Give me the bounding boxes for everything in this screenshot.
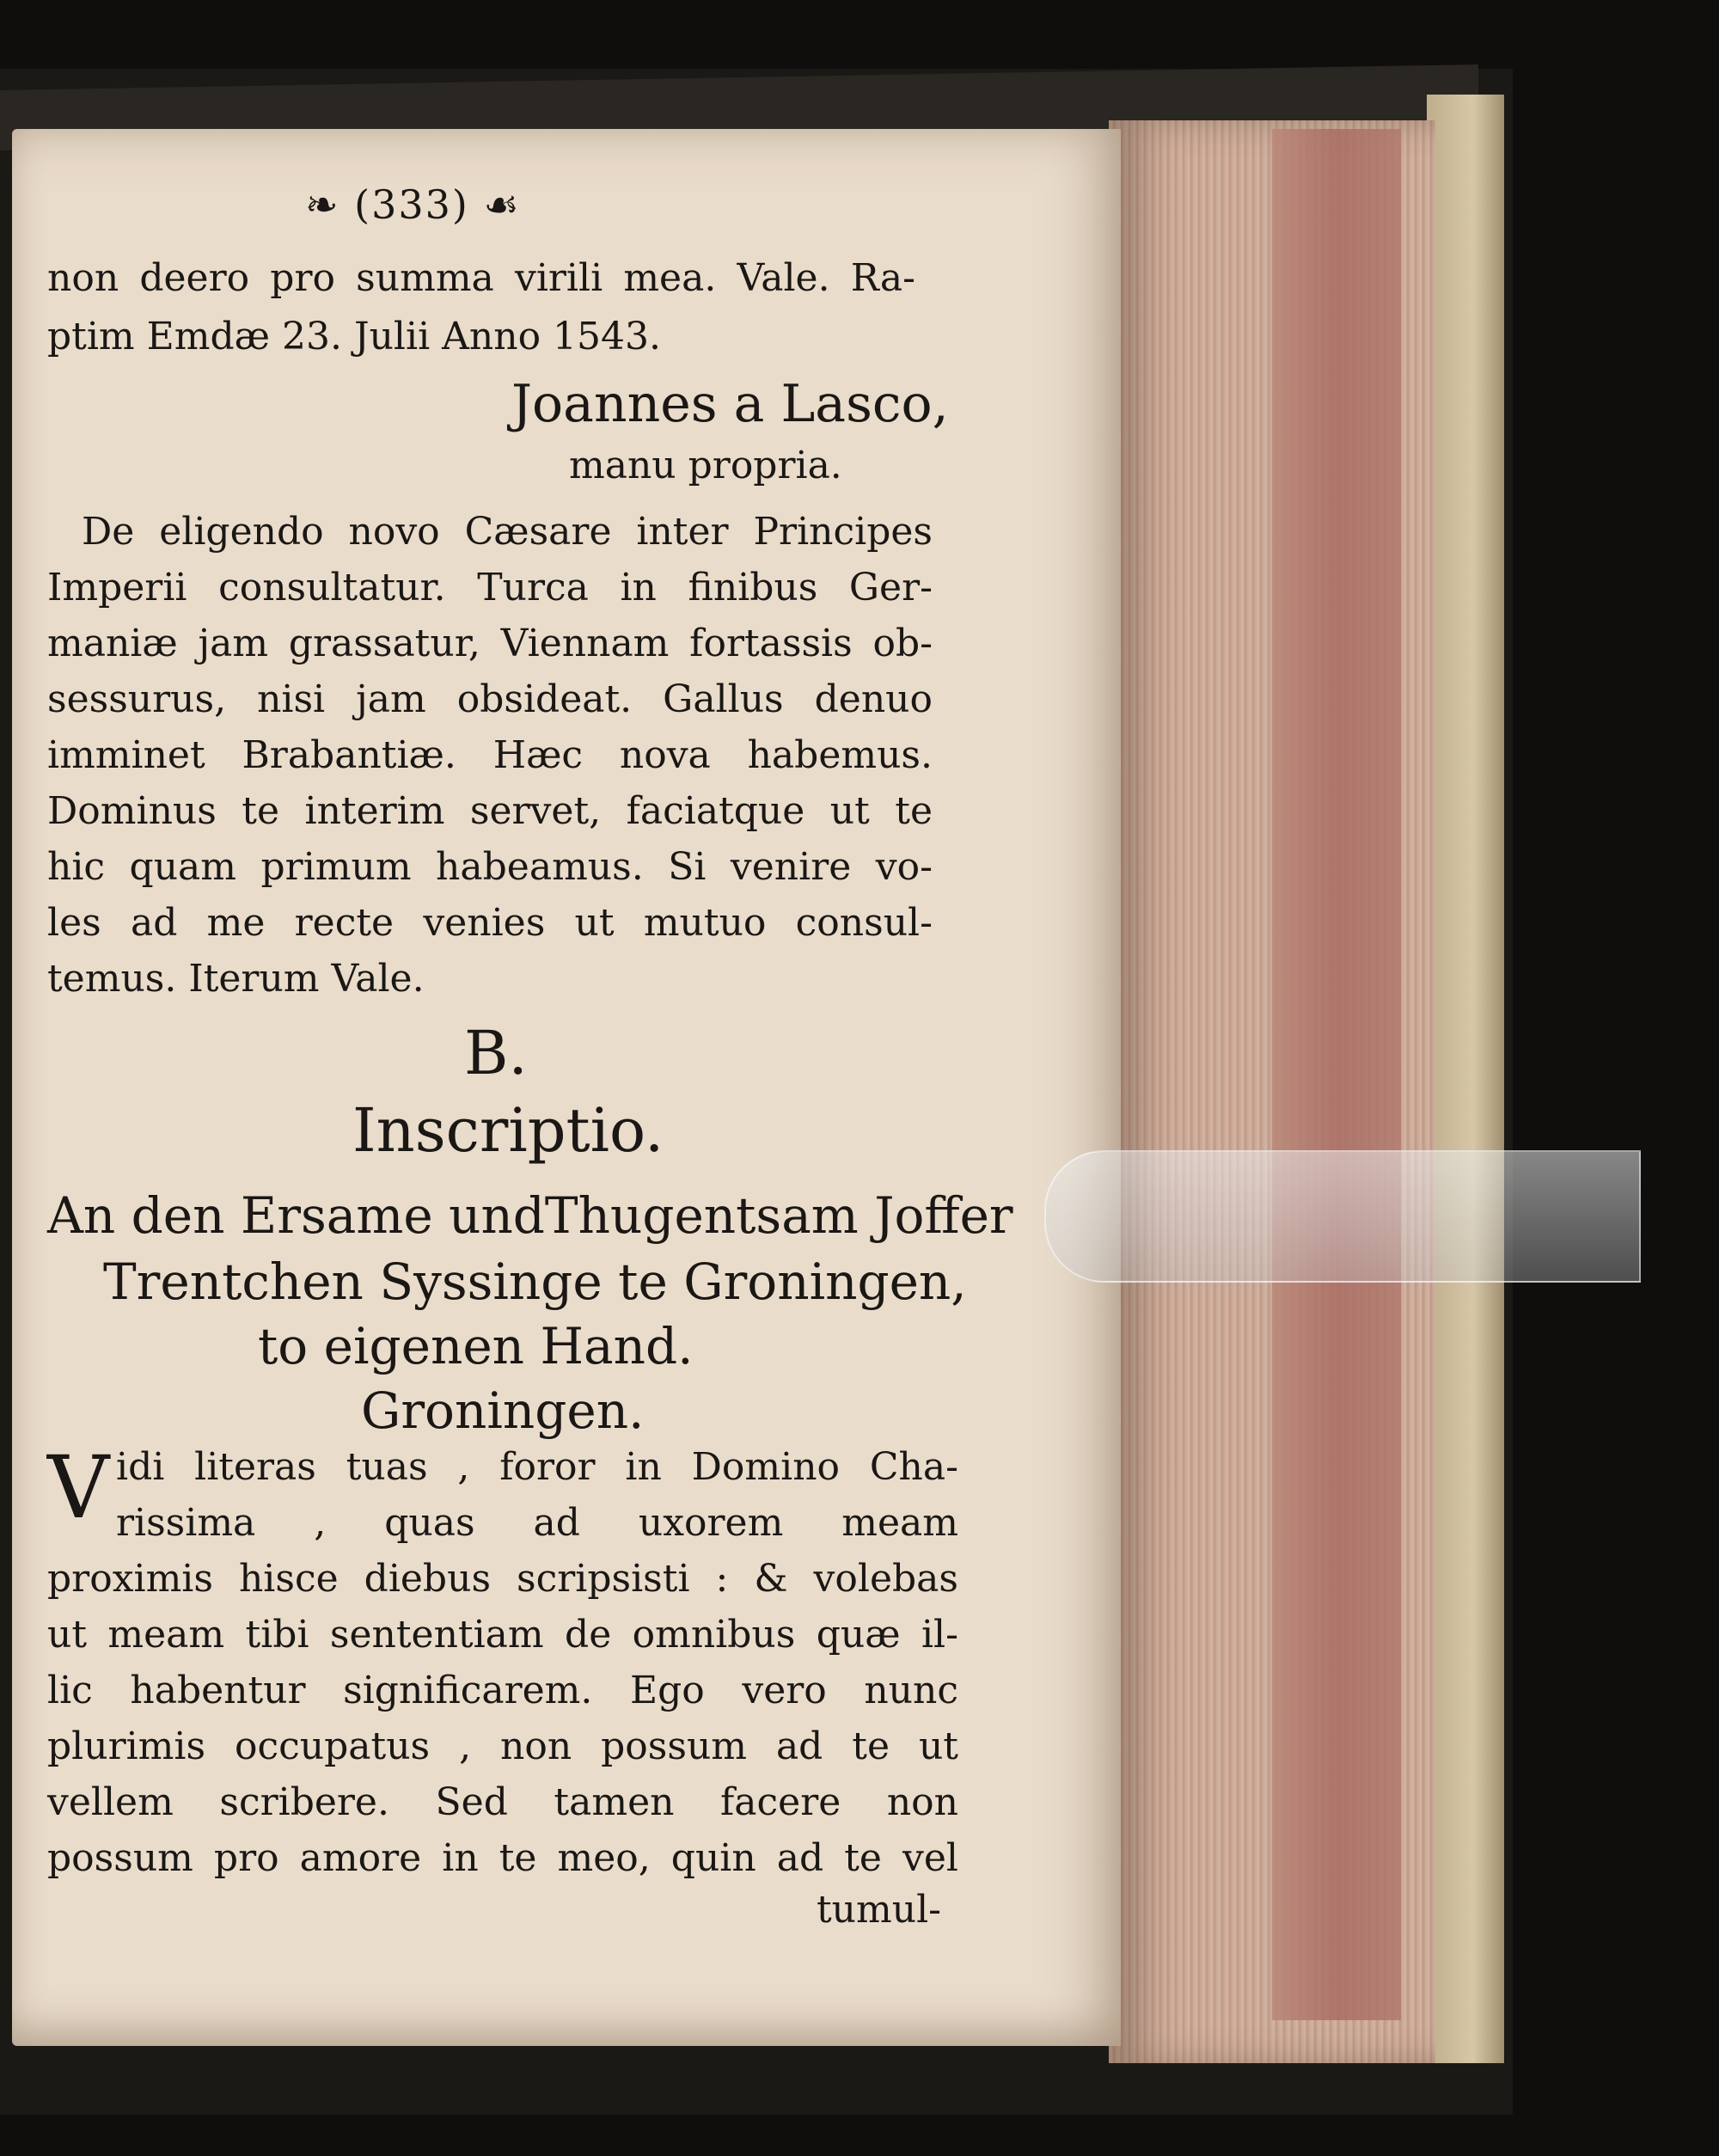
para1-line: sessurus, nisi jam obsideat. Gallus denuo (47, 677, 933, 721)
para2-line: lic habentur significarem. Ego vero nunc (47, 1669, 958, 1712)
para1-line: Imperii consultatur. Turca in finibus Ger- (47, 566, 933, 609)
para2-line: possum pro amore in te meo, quin ad te vel (47, 1836, 958, 1880)
drop-cap: V (47, 1437, 110, 1538)
para2-line: proximis hisce diebus scripsisti : & volebas (47, 1557, 958, 1601)
section-title: Inscriptio. (352, 1095, 664, 1166)
para1-line: imminet Brabantiæ. Hæc nova habemus. (47, 733, 933, 777)
para1-line: temus. Iterum Vale. (47, 957, 425, 1001)
text-line: ptim Emdæ 23. Julii Anno 1543. (47, 315, 662, 358)
page-header: ❧ (333) ☙ (305, 181, 521, 228)
signature-note: manu propria. (569, 444, 842, 487)
section-letter: B. (464, 1018, 528, 1088)
para1-line: Dominus te interim servet, faciatque ut te (47, 789, 933, 833)
para2-line: rissima , quas ad uxorem meam (116, 1501, 958, 1545)
signature-name: Joannes a Lasco, (511, 374, 949, 434)
catchword: tumul- (817, 1888, 942, 1932)
para2-line: idi literas tuas , foror in Domino Cha- (116, 1445, 958, 1489)
para1-line: hic quam primum habeamus. Si venire vo- (47, 845, 933, 889)
text-line: non deero pro summa virili mea. Vale. Ra- (47, 256, 915, 300)
address-line: Trentchen Syssinge te Groningen, (103, 1253, 967, 1311)
para1-line: les ad me recte venies ut mutuo consul- (47, 901, 933, 945)
address-line: Groningen. (361, 1381, 645, 1440)
para2-line: ut meam tibi sententiam de omnibus quæ il- (47, 1613, 958, 1657)
address-line: to eigenen Hand. (258, 1317, 694, 1375)
para1-line: De eligendo novo Cæsare inter Principes (82, 510, 933, 554)
para1-line: maniæ jam grassatur, Viennam fortassis ob- (47, 622, 933, 665)
address-line: An den Ersame undThugentsam Joffer (47, 1186, 1013, 1245)
para2-line: vellem scribere. Sed tamen facere non (47, 1780, 958, 1824)
para2-line: plurimis occupatus , non possum ad te ut (47, 1724, 958, 1768)
